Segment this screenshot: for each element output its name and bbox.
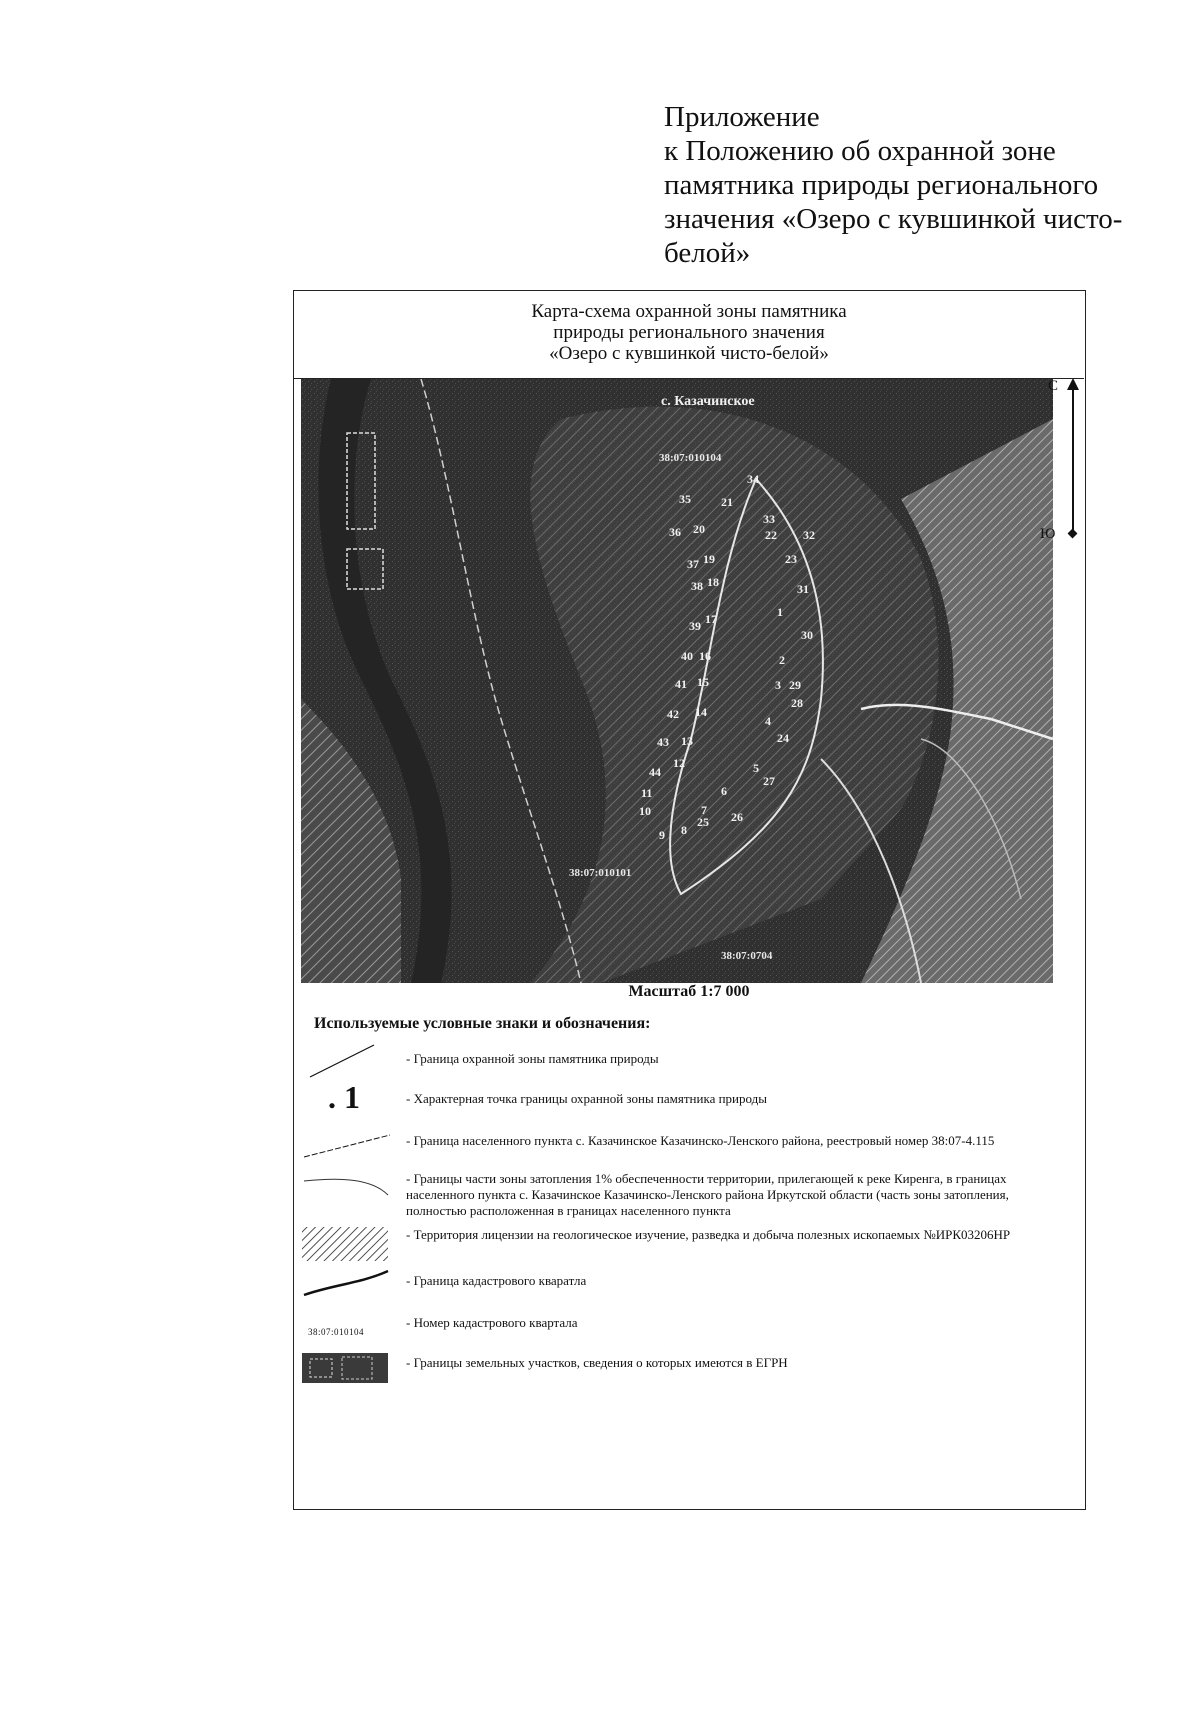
land-parcel-symbol [302,1347,392,1387]
boundary-point-label: 26 [731,810,743,824]
appendix-line: Приложение [664,101,820,133]
settlement-boundary-symbol [302,1129,392,1169]
legend-text: - Граница населенного пункта с. Казачинское Казачинско-Ленского района, реестровый номер 38:07-4.115 [406,1133,995,1148]
boundary-point-label: 3 [775,678,781,692]
boundary-point-label: 2 [779,653,785,667]
boundary-point-label: 14 [695,705,707,719]
license-territory-symbol [302,1223,392,1263]
boundary-point-label: 42 [667,707,679,721]
map-frame [293,290,1086,1510]
boundary-point-label: 19 [703,552,715,566]
legend-text: - Границы части зоны затопления 1% обеспеченности территории, прилегающей к реке Киренга, в границах населенного пункта с. Казачинское Казачинско-Ленского района Иркутской области (часть зоны затопления, полностью расположенная в границах населенного пункта [406,1171,1009,1218]
boundary-point-label: 34 [747,472,759,486]
map-image [301,379,1056,983]
boundary-point-label: 28 [791,696,803,710]
boundary-point-label: 21 [721,495,733,509]
boundary-point-label: 12 [673,756,685,770]
boundary-point-label: 39 [689,619,701,633]
appendix-line: значения «Озеро с кувшинкой чисто- [664,203,1123,235]
boundary-point-label: 6 [721,784,727,798]
boundary-point-label: 24 [777,731,789,745]
map-title-line: Карта-схема охранной зоны памятника [531,301,847,322]
boundary-point-label: 35 [679,492,691,506]
boundary-point-label: 18 [707,575,719,589]
boundary-point-label: 15 [697,675,709,689]
boundary-point-label: 31 [797,582,809,596]
boundary-point-label: 38 [691,579,703,593]
map-title-line: «Озеро с кувшинкой чисто-белой» [549,343,829,364]
cadastral-boundary-symbol [302,1265,392,1305]
boundary-point-label: 23 [785,552,797,566]
legend-text: - Граница охранной зоны памятника природы [406,1051,659,1066]
appendix-line: белой» [664,237,751,269]
map-title-line: природы регионального значения [553,322,825,343]
boundary-point-label: 5 [753,761,759,775]
compass-south-label: Ю [1040,526,1056,542]
compass-axis [1072,384,1074,532]
legend-text: - Номер кадастрового квартала [406,1315,578,1330]
boundary-point-label: 27 [763,774,775,788]
boundary-point-label: 44 [649,765,661,779]
boundary-point-label: 32 [803,528,815,542]
boundary-point-label: 22 [765,528,777,542]
boundary-point-label: 33 [763,512,775,526]
point-symbol-text: . 1 [328,1079,360,1115]
map-title [294,291,1084,379]
compass-north-label: С [1048,378,1059,394]
boundary-point-label: 29 [789,678,801,692]
boundary-point-label: 40 [681,649,693,663]
boundary-point-label: 43 [657,735,669,749]
boundary-point-label: 10 [639,804,651,818]
boundary-point-label: 16 [699,649,711,663]
boundary-point-label: 25 [697,815,709,829]
boundary-point-symbol [302,1079,392,1123]
appendix-heading [664,100,1164,270]
legend-text: - Граница кадастрового кваратла [406,1273,587,1288]
boundary-point-label: 11 [641,786,653,800]
boundary-point-label: 36 [669,525,681,539]
boundary-point-label: 30 [801,628,813,642]
boundary-point-label: 8 [681,823,687,837]
protection-boundary-symbol [302,1041,392,1081]
boundary-point-label: 4 [765,714,771,728]
south-marker-icon [1068,529,1078,539]
boundary-point-label: 1 [777,605,783,619]
boundary-point-label: 20 [693,522,705,536]
appendix-line: к Положению об охранной зоне [664,135,1056,167]
appendix-line: памятника природы регионального [664,169,1099,201]
boundary-point-label: 17 [705,612,717,626]
boundary-point-label: 7 [701,803,707,817]
legend-text: - Границы земельных участков, сведения о которых имеются в ЕГРН [406,1355,788,1370]
compass [1040,378,1080,548]
boundary-point-label: 9 [659,828,665,842]
boundary-point-label: 37 [687,557,699,571]
cadastral-number-label: 38:07:010101 [569,867,632,879]
map-scale: Масштаб 1:7 000 [628,983,750,1000]
legend-text: - Территория лицензии на геологическое изучение, разведка и добыча полезных ископаемых №ИРК03206НР [406,1227,1011,1242]
flood-zone-symbol [302,1171,392,1211]
cadastral-number-label: 38:07:010104 [659,452,722,464]
settlement-label: с. Казачинское [661,394,755,409]
boundary-point-label: 13 [681,734,693,748]
boundary-point-label: 41 [675,677,687,691]
cadastral-number-symbol [302,1309,392,1349]
cadastral-number-label: 38:07:0704 [721,950,773,962]
legend-text: - Характерная точка границы охранной зоны памятника природы [406,1091,767,1106]
legend-title: Используемые условные знаки и обозначения: [314,1015,651,1032]
cadastral-number-sample: 38:07:010104 [308,1327,365,1337]
